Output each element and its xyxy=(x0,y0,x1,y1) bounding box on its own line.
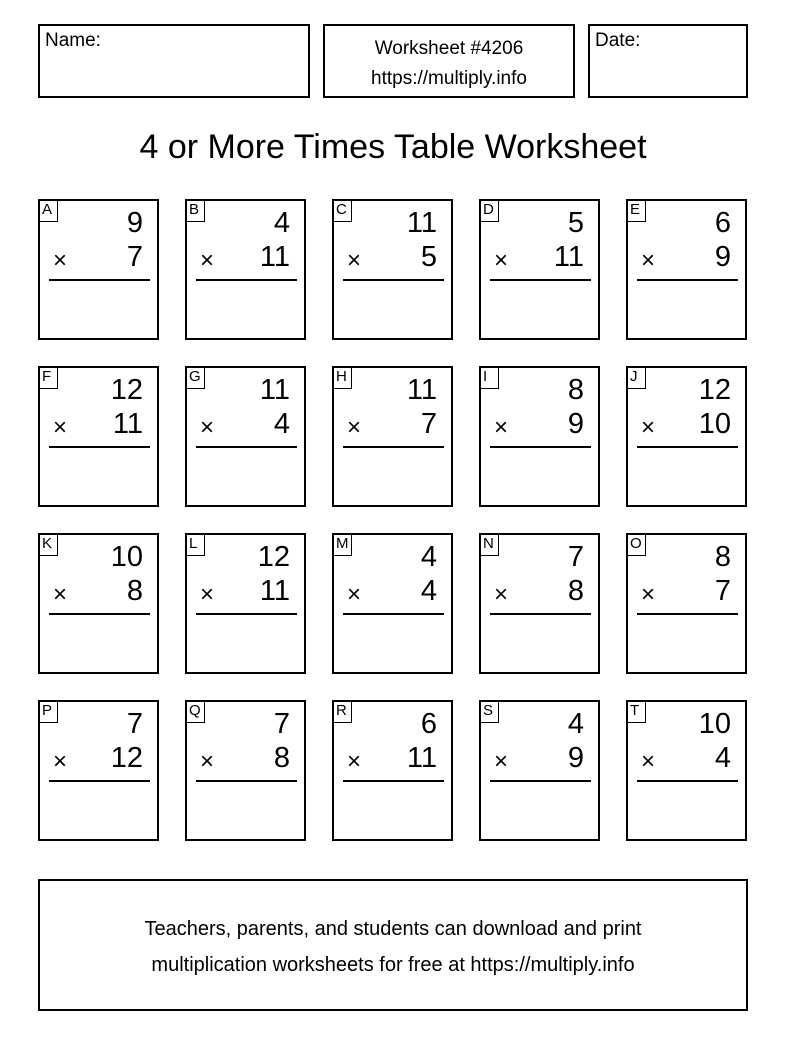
problem-box xyxy=(38,700,159,841)
multiplicand: 12 xyxy=(698,374,731,406)
problem-box xyxy=(479,366,600,507)
problem-box xyxy=(479,199,600,340)
multiplier: 4 xyxy=(273,408,290,440)
worksheet-number: Worksheet #4206 xyxy=(374,38,524,59)
multiplier: 8 xyxy=(567,575,584,607)
multiplicand: 11 xyxy=(406,374,437,406)
problem-letter: F xyxy=(38,366,58,389)
footer-line-2: multiplication worksheets for free at https://multiply.info xyxy=(151,954,635,976)
times-sign: × xyxy=(53,414,68,441)
answer-line xyxy=(196,613,297,615)
date-box xyxy=(588,24,748,98)
date-label: Date: xyxy=(595,30,641,51)
times-sign: × xyxy=(641,748,656,775)
multiplicand: 12 xyxy=(110,374,143,406)
problem-box xyxy=(38,366,159,507)
multiplicand: 7 xyxy=(273,708,290,740)
multiplicand: 10 xyxy=(110,541,143,573)
problem-box xyxy=(626,533,747,674)
multiplier: 7 xyxy=(714,575,731,607)
answer-line xyxy=(490,446,591,448)
problem-letter: P xyxy=(38,700,58,723)
problem-box xyxy=(626,366,747,507)
answer-line xyxy=(637,613,738,615)
multiplicand: 7 xyxy=(126,708,143,740)
page-title: 4 or More Times Table Worksheet xyxy=(139,128,647,166)
worksheet-id-box xyxy=(323,24,575,98)
footer-line-1: Teachers, parents, and students can download and print xyxy=(144,918,642,940)
problem-box xyxy=(185,366,306,507)
multiplier: 7 xyxy=(126,241,143,273)
multiplicand: 6 xyxy=(420,708,437,740)
problem-letter: O xyxy=(626,533,646,556)
worksheet-url: https://multiply.info xyxy=(371,68,527,89)
answer-line xyxy=(490,613,591,615)
problem-letter: D xyxy=(479,199,499,222)
problem-letter: N xyxy=(479,533,499,556)
answer-line xyxy=(637,446,738,448)
name-label: Name: xyxy=(45,30,101,51)
times-sign: × xyxy=(347,414,362,441)
problem-box xyxy=(332,533,453,674)
multiplier: 11 xyxy=(259,241,290,273)
problem-letter: I xyxy=(479,366,499,389)
answer-line xyxy=(490,780,591,782)
problem-box xyxy=(626,199,747,340)
times-sign: × xyxy=(347,748,362,775)
answer-line xyxy=(343,446,444,448)
problem-letter: S xyxy=(479,700,499,723)
problem-box xyxy=(626,700,747,841)
problem-box xyxy=(185,199,306,340)
problem-letter: K xyxy=(38,533,58,556)
problem-letter: T xyxy=(626,700,646,723)
times-sign: × xyxy=(53,247,68,274)
answer-line xyxy=(49,613,150,615)
times-sign: × xyxy=(200,247,215,274)
problem-letter: Q xyxy=(185,700,205,723)
multiplier: 11 xyxy=(112,408,143,440)
multiplicand: 12 xyxy=(257,541,290,573)
multiplier: 5 xyxy=(420,241,437,273)
multiplicand: 4 xyxy=(420,541,437,573)
problem-box xyxy=(185,700,306,841)
problem-box xyxy=(479,533,600,674)
multiplier: 12 xyxy=(110,742,143,774)
answer-line xyxy=(49,446,150,448)
answer-line xyxy=(343,780,444,782)
answer-line xyxy=(343,279,444,281)
answer-line xyxy=(196,446,297,448)
problem-box xyxy=(479,700,600,841)
multiplier: 8 xyxy=(126,575,143,607)
problem-letter: J xyxy=(626,366,646,389)
multiplicand: 4 xyxy=(273,207,290,239)
answer-line xyxy=(343,613,444,615)
multiplier: 4 xyxy=(714,742,731,774)
times-sign: × xyxy=(347,247,362,274)
problem-box xyxy=(332,700,453,841)
answer-line xyxy=(637,279,738,281)
problem-box xyxy=(332,199,453,340)
multiplicand: 4 xyxy=(567,708,584,740)
times-sign: × xyxy=(494,247,509,274)
multiplicand: 11 xyxy=(406,207,437,239)
multiplier: 4 xyxy=(420,575,437,607)
times-sign: × xyxy=(200,414,215,441)
multiplicand: 8 xyxy=(567,374,584,406)
problem-box xyxy=(332,366,453,507)
multiplier: 9 xyxy=(567,408,584,440)
problem-letter: M xyxy=(332,533,352,556)
answer-line xyxy=(196,780,297,782)
times-sign: × xyxy=(641,247,656,274)
times-sign: × xyxy=(641,414,656,441)
multiplier: 11 xyxy=(406,742,437,774)
multiplier: 9 xyxy=(567,742,584,774)
problem-letter: R xyxy=(332,700,352,723)
multiplicand: 10 xyxy=(698,708,731,740)
multiplier: 11 xyxy=(259,575,290,607)
times-sign: × xyxy=(494,414,509,441)
problem-letter: C xyxy=(332,199,352,222)
multiplicand: 9 xyxy=(126,207,143,239)
problem-letter: A xyxy=(38,199,58,222)
problem-box xyxy=(185,533,306,674)
multiplicand: 8 xyxy=(714,541,731,573)
times-sign: × xyxy=(53,748,68,775)
problem-box xyxy=(38,199,159,340)
times-sign: × xyxy=(347,581,362,608)
multiplier: 10 xyxy=(698,408,731,440)
problem-letter: E xyxy=(626,199,646,222)
multiplicand: 11 xyxy=(259,374,290,406)
problem-letter: L xyxy=(185,533,205,556)
footer-box xyxy=(38,879,748,1011)
multiplicand: 6 xyxy=(714,207,731,239)
multiplier: 8 xyxy=(273,742,290,774)
times-sign: × xyxy=(200,748,215,775)
multiplicand: 5 xyxy=(567,207,584,239)
name-box xyxy=(38,24,310,98)
problem-letter: B xyxy=(185,199,205,222)
times-sign: × xyxy=(200,581,215,608)
times-sign: × xyxy=(494,748,509,775)
multiplier: 7 xyxy=(420,408,437,440)
answer-line xyxy=(490,279,591,281)
answer-line xyxy=(49,780,150,782)
answer-line xyxy=(637,780,738,782)
multiplier: 11 xyxy=(553,241,584,273)
problem-box xyxy=(38,533,159,674)
multiplier: 9 xyxy=(714,241,731,273)
problem-letter: H xyxy=(332,366,352,389)
answer-line xyxy=(196,279,297,281)
problem-letter: G xyxy=(185,366,205,389)
times-sign: × xyxy=(494,581,509,608)
answer-line xyxy=(49,279,150,281)
times-sign: × xyxy=(641,581,656,608)
times-sign: × xyxy=(53,581,68,608)
multiplicand: 7 xyxy=(567,541,584,573)
